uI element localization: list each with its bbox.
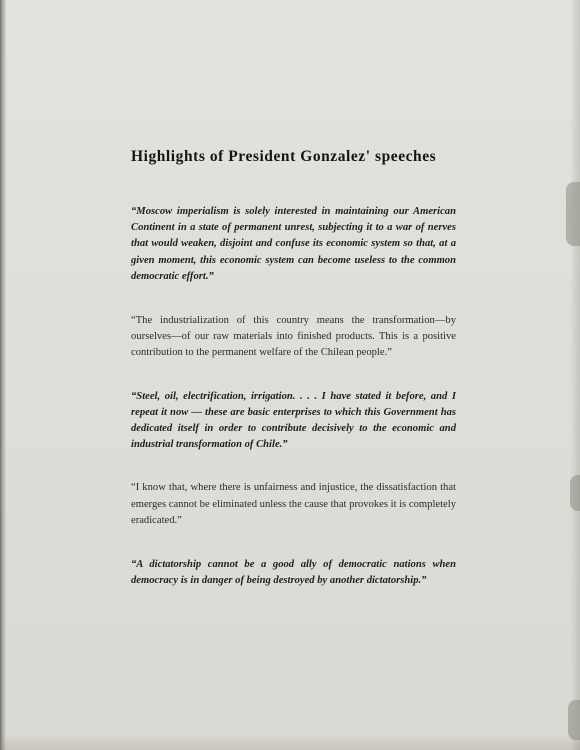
page-tear-middle (570, 475, 580, 511)
quote-dictatorship: “A dictatorship cannot be a good ally of democratic nations when democracy is in danger of being destroyed by another dictatorship.” (131, 559, 456, 587)
page-title: Highlights of President Gonzalez' speeches (131, 148, 437, 165)
quote-basic-enterprises: “Steel, oil, electrification, irrigation. . . . I have stated it before, and I repeat it now — these are basic enterprises to which this Government has dedicated itself in order to contribute decisively to the economic and industrial transformation of Chile.” (131, 390, 456, 451)
quote-unfairness-injustice: “I know that, where there is unfairness and injustice, the dissatisfaction that emerges cannot be eliminated unless the cause that provokes it is completely eradicated.” (131, 482, 456, 526)
page-right-edge (570, 0, 580, 750)
page-tear-upper (566, 182, 580, 246)
bottom-edge-stain (0, 734, 580, 750)
binding-spine (0, 0, 6, 750)
quote-moscow-imperialism: “Moscow imperialism is solely interested in maintaining our American Continent in a state of permanent unrest, subjecting it to a war of nerves that would weaken, disjoint and confuse its economic system so that, at a given moment, this economic system can become useless to the common democratic effort.” (131, 206, 456, 282)
quote-industrialization: “The industrialization of this country means the transformation—by ourselves—of our raw materials into finished products. This is a positive contribution to the permanent welfare of the Chilean people.” (131, 315, 456, 359)
speech-highlights (131, 148, 456, 589)
